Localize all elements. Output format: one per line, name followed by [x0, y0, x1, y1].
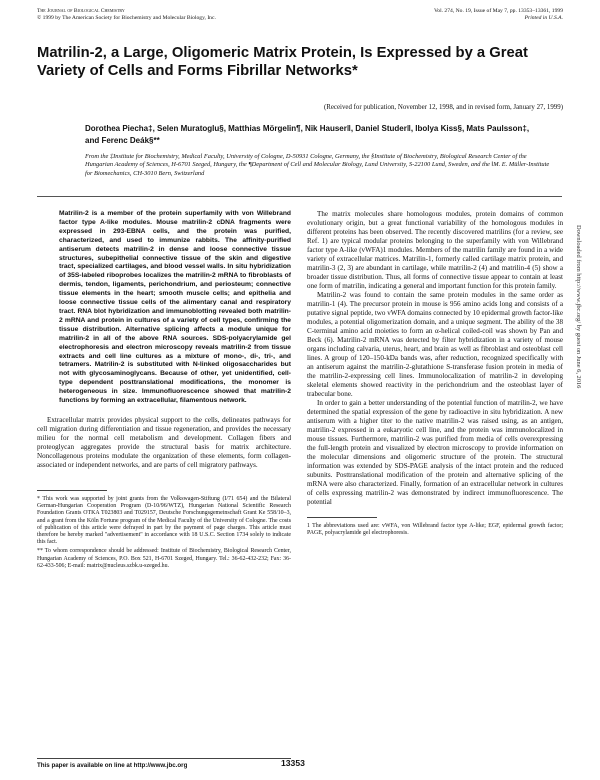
right-column: [307, 210, 563, 539]
header-divider: [37, 196, 562, 197]
footnote-divider: [307, 517, 377, 518]
running-header-right: [434, 8, 563, 22]
footer-divider: [37, 758, 291, 759]
article-title: Matrilin-2, a Large, Oligomeric Matrix Protein, Is Expressed by a Great Variety of Cells and Forms Fibrillar Networks*: [37, 45, 528, 79]
volume-issue: Vol. 274, No. 19, Issue of May 7, pp. 13353–13361, 1999: [433, 8, 563, 14]
affiliations: From the ‡Institute for Biochemistry, Medical Faculty, University of Cologne, D-50931 Cologne, Germany, the §Institute of Biochemistry, Biological Research Center of the Hungarian Academy of Sciences, H-6701 Szeged, Hungary, the ¶Department of Cell and Molecular Biology, Lund University, S-22100 Lund, Sweden, and the ‖M. E. Müller-Institute for Biomechanics, CH-3010 Bern, Switzerland: [85, 153, 550, 177]
body-paragraph: Matrilin-2 was found to contain the same protein modules in the same order as matrilin-1 (4). The precursor protein in mouse is 956 amino acids long and consists of a putative signal peptide, two vWFA domains connected by 10 epidermal growth factor-like modules, a potential oligomerization domain, and a unique segment. The ability of the 38 C-terminal amino acid moieties to form an α-helical coiled-coil was shown by Pan and Beck (6). Matrilin-2 mRNA was detected by filter hybridization in a variety of mouse organs including calvaria, uterus, heart, and brain as well as fibroblast and osteoblast cell lines. A group of 120–150-kDa bands was, after reduction, recognized specifically with an antiserum against the matrilin-2-glutathione S-transferase fusion protein in media of the matrilin-2-expressing cell lines. Immunolocalization of matrilin-2 in developing skeletal elements showed reactivity in the perichondrium and the osteoblast layer of trabecular bone.: [307, 291, 563, 398]
funding-footnote: * This work was supported by joint grants from the Volkswagen-Stiftung (I/71 654) and the Bilateral German-Hungarian Cooperation Program (D-10/96/WTZ), Hungarian National Scientific Research Foundation Grants OTKA T023803 and T029157, Deutsche Forschungsgemeinschaft Grant Ke 558/10–3, and a grant from the Köln Fortune program of the Medical Faculty of the University of Cologne. The costs of publication of this article were defrayed in part by the payment of page charges. This article must therefore be hereby marked "advertisement" in accordance with 18 U.S.C. Section 1734 solely to indicate this fact.: [37, 495, 291, 546]
body-paragraph: In order to gain a better understanding of the potential function of matrilin-2, we have determined the spatial expression of the gene by radioactive in situ hybridization. A new antiserum with a higher titer to the native matrilin-2 was raised using, as an antigen, matrilin-2 expressed in a eukaryotic cell line, and the protein was immunolocalized in mouse tissues. Furthermore, matrilin-2 was purified from media of cells overexpressing the full-length protein and visualized by electron microscopy to provide information on the molecular dimensions and oligomeric structure of the protein. The structural information was extended by SDS-PAGE analysis of the intact protein and the reduced subunits. Posttranslational modification of the protein and alternative splicing of the mRNA were also characterized. Finally, formation of an extracellular network in cultures of cells expressing matrilin-2 was demonstrated by indirect immunofluorescence. The potential: [307, 399, 563, 506]
journal-name: The Journal of Biological Chemistry: [37, 8, 125, 14]
left-column: [37, 210, 291, 572]
copyright-line: © 1999 by The American Society for Biochemistry and Molecular Biology, Inc.: [37, 14, 216, 21]
printed-in: Printed in U.S.A.: [524, 14, 563, 21]
footnote-divider: [37, 490, 107, 491]
abstract: Matrilin-2 is a member of the protein superfamily with von Willebrand factor type A-like modules. Mouse matrilin-2 cDNA fragments were expressed in 293-EBNA cells, and the protein was purified, characterized, and used to immunize rabbits. The affinity-purified antiserum detects matrilin-2 in dense and loose connective tissue structures, subepithelial connective tissue of the skin and digestive tract, specialized cartilages, and blood vessel walls. In situ hybridization of 35S-labeled riboprobes localizes the matrilin-2 mRNA to fibroblasts of dermis, tendon, ligaments, perichondrium, and periosteum; connective tissue elements in the heart; smooth muscle cells; and epithelia and loose connective tissue cells of the alimentary canal and respiratory tract. RNA blot hybridization and immunoblotting revealed both matrilin-2 mRNA and protein in cultures of a variety of cell types, confirming the tissue distribution. Alternative splicing affects a module unique for matrilin-2 in all of the above RNA sources. SDS-polyacrylamide gel electrophoresis and electron microscopy reveals matrilin-2 from tissue extracts and cell line cultures as a mixture of mono-, di-, tri-, and tetramers. Matrilin-2 is substituted with N-linked oligosaccharides but not with glycosaminoglycans. Because of other, yet unidentified, cell-type dependent posttranslational modifications, the monomer is heterogeneous in size. Immunofluorescence showed that matrilin-2 functions by forming an extracellular, filamentous network.: [59, 210, 291, 405]
received-dates: (Received for publication, November 12, 1998, and in revised form, January 27, 1999): [323, 104, 563, 111]
intro-paragraph: Extracellular matrix provides physical support to the cells, delineates pathways for cell migration during differentiation and tissue regeneration, and provides the necessary milieu for the normal cell metabolism and development. Collagen fibers and proteoglycan aggregates provide the structural basis for matrix architecture. Noncollagenous proteins modulate the organization of these elements, form collagen-associated or independent networks, and are parts of cell migratory pathways.: [37, 415, 291, 469]
author-list: Dorothea Piecha‡, Selen Muratoglu§, Matthias Mörgelin¶, Nik Hauser‖, Daniel Studer‖, Ibolya Kiss§, Mats Paulsson‡, and Ferenc Deák§**: [85, 124, 530, 145]
online-availability: This paper is available on line at http://www.jbc.org: [37, 762, 188, 769]
body-paragraph: The matrix molecules share homologous modules, protein domains of common evolutionary origin, but a great functional variability of the homologous modules in different proteins has been observed. The recently discovered matrilins (for a review, see Ref. 1) are typical modular proteins belonging to the superfamily with von Willebrand factor type A-like (vWFA)1 modules. Members of the matrilin family are found in a wide variety of extracellular matrices. Matrilin-1, formerly called cartilage matrix protein, and matrilin-3 (2, 3) are abundant in cartilage, while matrilin-2 (4) and matrilin-4 (5) show a broader tissue distribution. Thus, all forms of connective tissue appear to contain at least one form of matrilin, indicating a general and important function for this protein family.: [307, 210, 563, 290]
page-number: 13353: [281, 758, 305, 768]
abbreviations-footnote: 1 The abbreviations used are: vWFA, von Willebrand factor type A-like; EGF, epidermal growth factor; PAGE, polyacrylamide gel electrophoresis.: [307, 523, 563, 537]
running-header-left: [37, 8, 216, 22]
correspondence-footnote: ** To whom correspondence should be addressed: Institute of Biochemistry, Biological Research Center, Hungarian Academy of Sciences, P.O. Box 521, H-6701 Szeged, Hungary. Tel.: 36-62-432-232; Fax: 36-62-433-506; E-mail: matrix@nucleus.szbk.u-szeged.hu.: [37, 548, 291, 569]
download-watermark: Downloaded from http://www.jbc.org/ by guest on June 6, 2016: [575, 225, 582, 389]
